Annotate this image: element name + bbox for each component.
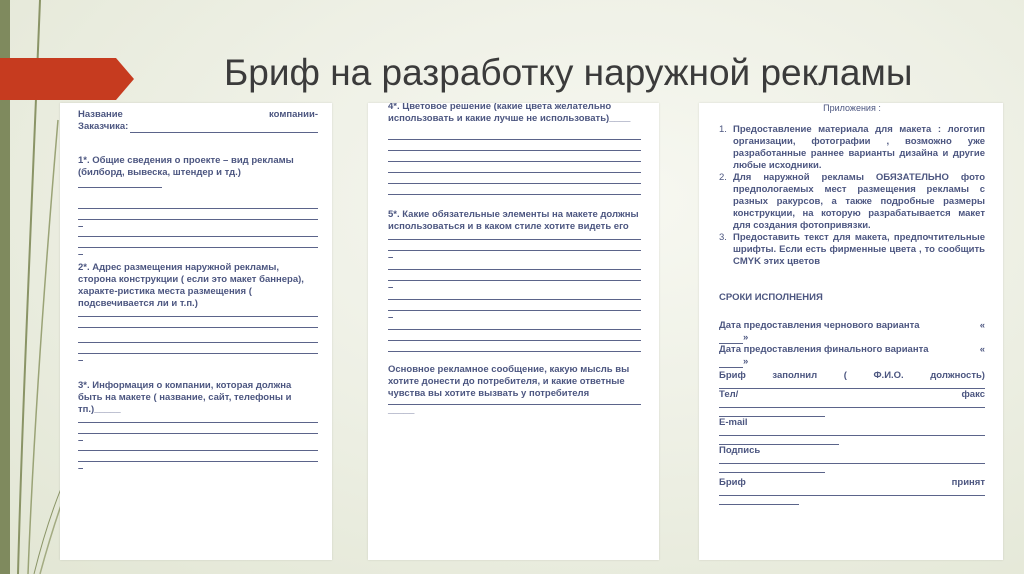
answer-line[interactable] (78, 422, 318, 423)
answer-line[interactable] (78, 433, 318, 434)
answer-line[interactable] (388, 329, 641, 330)
accepted-label: принят (951, 477, 985, 488)
phone-fax-row (719, 389, 985, 401)
draft-date-label: Дата предоставления чернового варианта (719, 320, 920, 331)
answer-line[interactable] (388, 139, 641, 140)
dash-mark: – (388, 312, 394, 323)
answer-line[interactable] (78, 461, 318, 462)
signature-field[interactable] (719, 472, 825, 473)
accepted-brief-label: Бриф (719, 477, 746, 488)
question-4: 4*. Цветовое решение (какие цвета желательно использовать и какие лучше не использовать)____ (388, 103, 631, 124)
dash-mark: – (78, 249, 84, 260)
answer-line[interactable] (388, 172, 641, 173)
answer-line[interactable] (388, 161, 641, 162)
dash-mark: – (388, 282, 394, 293)
brief-page-3 (699, 103, 1003, 560)
email-field[interactable] (719, 435, 985, 436)
question-6: Основное рекламное сообщение, какую мысль вы хотите донести до потребителя, и какие ответные чувства вы хотите вызвать у потребителя (388, 364, 630, 399)
name-label: Название (78, 109, 123, 120)
brief-page-2 (368, 103, 659, 560)
answer-line[interactable] (388, 150, 641, 151)
draft-date-field-row (719, 332, 985, 344)
answer-line[interactable] (78, 327, 318, 328)
filled-brief-label: Бриф (719, 370, 746, 381)
dash-mark: – (78, 355, 84, 366)
final-date-row (719, 344, 985, 356)
answer-line[interactable] (388, 280, 641, 281)
final-close-quote: » (743, 356, 749, 367)
appendix-title: Приложения : (823, 103, 881, 113)
answer-line[interactable] (78, 219, 318, 220)
draft-date-field[interactable] (719, 333, 743, 344)
list-item (719, 232, 985, 268)
answer-line[interactable] (78, 342, 318, 343)
phone-fax-field[interactable] (719, 407, 985, 408)
question-2: 2*. Адрес размещения наружной рекламы, сторона конструкции ( если это макет баннера), характе-ристика места размещения ( подсвечивается ли и т.п.) (78, 262, 304, 309)
filled-position-label: должность) (930, 370, 985, 381)
answer-line[interactable] (78, 450, 318, 451)
answer-line[interactable] (388, 299, 641, 300)
answer-line[interactable] (388, 310, 641, 311)
customer-row (78, 121, 318, 133)
question-1: 1*. Общие сведения о проекте – вид рекламы (билборд, вывеска, штендер и тд.) (78, 155, 294, 178)
filled-fio-label: Ф.И.О. (873, 370, 904, 381)
item-number: 2. (719, 172, 727, 183)
fax-label: факс (961, 389, 985, 400)
accepted-field[interactable] (719, 504, 799, 505)
customer-field[interactable] (130, 122, 318, 133)
dash-mark: – (78, 221, 84, 232)
draft-date-row (719, 320, 985, 332)
company-name-row (78, 109, 318, 121)
list-item (719, 172, 985, 232)
accepted-row (719, 477, 985, 489)
signature-field[interactable] (719, 463, 985, 464)
brief-page-1 (60, 103, 332, 560)
accepted-field[interactable] (719, 495, 985, 496)
answer-line[interactable] (388, 269, 641, 270)
company-label: компании- (269, 109, 318, 120)
appendix-list (719, 124, 985, 268)
dash-mark: – (388, 252, 394, 263)
dash-mark: – (78, 435, 84, 446)
list-item (719, 124, 985, 172)
answer-tail: _____ (388, 405, 415, 416)
dash-mark: – (78, 463, 84, 474)
filled-by-label: заполнил (772, 370, 818, 381)
item-number: 3. (719, 232, 727, 243)
deadlines-title: СРОКИ ИСПОЛНЕНИЯ (719, 292, 823, 303)
answer-line[interactable] (388, 340, 641, 341)
answer-line[interactable] (78, 208, 318, 209)
phone-label: Тел/ (719, 389, 739, 400)
slide-title: Бриф на разработку наружной рекламы (224, 52, 913, 93)
filled-paren: ( (843, 370, 847, 381)
customer-label: Заказчика: (78, 121, 129, 132)
final-date-field[interactable] (719, 357, 743, 368)
item-text: Предоставление материала для макета : логотип организации, фотографии , возможно уже разработанные раннее варианты дизайна и другие любые исходники. (733, 124, 985, 171)
answer-line[interactable] (78, 236, 318, 237)
item-text: Для наружной рекламы ОБЯЗАТЕЛЬНО фото предпологаемых мест размещения рекламы с разных ракурсов, а также подробные размеры конструкции, на которую разрабатывается макет для создания фотопривязки. (733, 172, 985, 231)
answer-line[interactable] (78, 247, 318, 248)
draft-open-quote: « (979, 320, 985, 331)
final-open-quote: « (979, 344, 985, 355)
answer-line[interactable] (388, 183, 641, 184)
title-arrow-accent (0, 58, 134, 100)
final-date-field-row (719, 356, 985, 368)
answer-line[interactable] (388, 239, 641, 240)
question-3: 3*. Информация о компании, которая должна быть на макете ( название, сайт, телефоны и тп.)_____ (78, 380, 292, 415)
item-text: Предоставить текст для макета, предпочтительные шрифты. Если есть фирменные цвета , то сообщить CMYK этих цветов (733, 232, 985, 267)
signature-label: Подпись (719, 445, 761, 456)
item-number: 1. (719, 124, 727, 135)
filled-by-row (719, 370, 985, 382)
answer-line[interactable] (78, 316, 318, 317)
email-label: E-mail (719, 417, 748, 428)
final-date-label: Дата предоставления финального варианта (719, 344, 929, 355)
answer-line[interactable] (78, 353, 318, 354)
answer-line[interactable] (78, 187, 162, 188)
draft-close-quote: » (743, 332, 749, 343)
question-5: 5*. Какие обязательные элементы на макете должны использоваться и в каком стиле хотите видеть его (388, 209, 639, 232)
answer-line[interactable] (388, 250, 641, 251)
